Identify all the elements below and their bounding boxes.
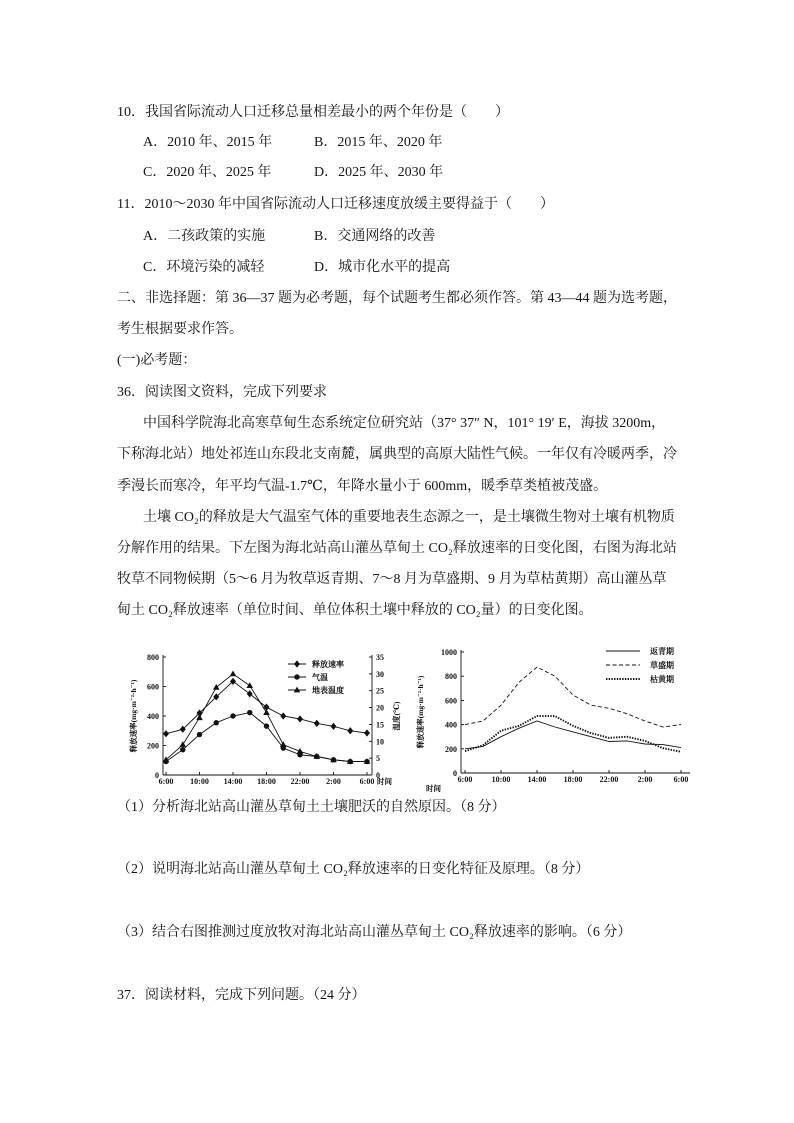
y-tick-label: 200 (445, 744, 457, 754)
series-3-triangle-point (280, 741, 287, 747)
y-tick-label: 0 (155, 771, 159, 780)
series-1-diamond-point (364, 729, 370, 736)
question-11-option-c: C．环境污染的减轻 (143, 260, 265, 275)
material-paragraph-1-line: 季漫长而寒冷，年平均气温-1.7℃，年降水量小于 600mm，暖季草类植被茂盛。 (117, 479, 608, 494)
series-3-triangle-point (213, 684, 220, 690)
y-tick-label: 600 (147, 682, 159, 692)
question-10-option-d: D．2025 年、2030 年 (314, 165, 444, 180)
y-tick-label: 400 (445, 720, 457, 730)
question-10-option-c: C．2020 年、2025 年 (143, 165, 272, 180)
x-tick-label: 22:00 (599, 775, 619, 784)
legend-1-diamond-marker (294, 660, 300, 667)
material-paragraph-2-line: 牧草不同物候期（5～6 月为牧草返青期、7～8 月为草盛期、9 月为草枯黄期）高山灌丛草 (117, 572, 667, 587)
x-tick-label: 14:00 (223, 777, 243, 786)
legend-3-label: 地表温度 (312, 686, 344, 695)
series-1-diamond-point (280, 712, 286, 719)
material-paragraph-1-line: 下称海北站）地处祁连山东段北支南麓，属典型的高原大陆性气候。一年仅有冷暖两季，冷 (117, 447, 677, 462)
series-2-line (465, 667, 681, 727)
series-3-triangle-point (179, 741, 186, 747)
material-paragraph-2-line: 土壤 CO₂的释放是大气温室气体的重要地表生态源之一，是土壤微生物对土壤有机物质 (143, 510, 675, 525)
series-3-triangle-point (263, 709, 270, 715)
legend-1-label: 释放速率 (312, 660, 344, 669)
series-1-diamond-point (163, 730, 169, 737)
y2-axis-title: 温度(℃) (392, 701, 401, 731)
y2-tick-label: 25 (376, 686, 384, 696)
legend-1-label: 返青期 (650, 647, 674, 656)
x-tick-label: 18:00 (257, 777, 276, 786)
x-tick-label: 14:00 (527, 775, 547, 784)
y-tick-label: 0 (453, 769, 457, 778)
question-10-stem: 10．我国省际流动人口迁移总量相差最小的两个年份是（ ） (117, 105, 509, 120)
section-2-instruction-line: 二、非选择题：第 36—37 题为必考题，每个试题考生都必须作答。第 43—44 题为选考题， (117, 291, 677, 306)
y2-tick-label: 20 (376, 703, 384, 713)
y2-tick-label: 0 (376, 771, 380, 780)
y2-tick-label: 10 (376, 737, 384, 747)
y2-tick-label: 5 (376, 754, 380, 764)
series-2-circle-point (264, 723, 269, 728)
question-37-stem: 37．阅读材料，完成下列问题。（24 分） (117, 988, 366, 1003)
legend-2-circle-marker (294, 674, 299, 679)
legend-2-label: 气温 (312, 673, 328, 682)
series-2-circle-point (180, 747, 185, 752)
question-36-stem: 36．阅读图文资料，完成下列要求 (117, 385, 327, 400)
y-axis-title: 释放速率(mg·m⁻²·h⁻¹) (416, 675, 425, 749)
series-3-triangle-point (230, 670, 237, 676)
y-axis-title: 释放速率(mg·m⁻²·h⁻¹) (129, 679, 138, 753)
y-tick-label: 800 (445, 672, 457, 682)
material-paragraph-2-line: 甸土 CO₂释放速率（单位时间、单位体积土壤中释放的 CO₂量）的日变化图。 (117, 603, 593, 618)
co2-release-daily-variation-chart (120, 645, 410, 795)
series-1-diamond-point (247, 690, 253, 697)
x-tick-label: 2:00 (326, 777, 341, 786)
y-tick-label: 600 (445, 696, 457, 706)
series-3-triangle-point (246, 682, 253, 688)
material-paragraph-1-line: 中国科学院海北高寒草甸生态系统定位研究站（37° 37″ N，101° 19′ E，海拔 3200m， (143, 416, 666, 431)
question-36-part-3: （3）结合右图推测过度放牧对海北站高山灌丛草甸土 CO₂释放速率的影响。（6 分） (117, 925, 632, 940)
question-11-option-b: B．交通网络的改善 (314, 229, 436, 244)
series-1-diamond-point (297, 715, 303, 722)
series-1-diamond-point (331, 723, 337, 730)
required-questions-heading: (一)必考题： (117, 353, 197, 368)
y2-tick-label: 15 (376, 720, 384, 730)
y2-tick-label: 30 (376, 669, 384, 679)
question-11-option-d: D．城市化水平的提高 (314, 260, 451, 275)
legend-3-label: 枯黄期 (650, 675, 674, 684)
phenology-co2-release-chart (410, 645, 700, 795)
x-tick-label: 10:00 (190, 777, 209, 786)
question-10-option-b: B．2015 年、2020 年 (314, 135, 443, 150)
x-tick-label: 18:00 (563, 775, 583, 784)
series-2-circle-point (197, 732, 202, 737)
y-tick-label: 1000 (441, 648, 457, 657)
series-2-circle-point (230, 713, 235, 718)
question-11-option-a: A．二孩政策的实施 (143, 229, 266, 244)
series-2-circle-point (247, 710, 252, 715)
series-2-line (166, 713, 367, 762)
y-tick-label: 200 (147, 741, 159, 751)
question-11-stem: 11．2010～2030 年中国省际流动人口迁移速度放缓主要得益于（ ） (117, 197, 554, 212)
series-2-circle-point (214, 720, 219, 725)
x-tick-label: 6:00 (457, 775, 473, 784)
section-2-instruction-line: 考生根据要求作答。 (117, 322, 243, 337)
y-tick-label: 400 (147, 712, 159, 721)
question-10-option-a: A．2010 年、2015 年 (143, 135, 273, 150)
x-axis-title: 时间 (377, 777, 392, 786)
series-1-diamond-point (347, 727, 353, 734)
x-tick-label: 6:00 (673, 775, 689, 784)
legend-3-triangle-marker (294, 687, 301, 693)
x-tick-label: 2:00 (637, 775, 653, 784)
x-tick-label: 22:00 (290, 777, 310, 786)
x-axis-title: 时间 (426, 784, 441, 793)
series-3-line (465, 716, 681, 752)
x-tick-label: 10:00 (491, 775, 511, 784)
material-paragraph-2-line: 分解作用的结果。下左图为海北站高山灌丛草甸土 CO₂释放速率的日变化图，右图为海北站 (117, 541, 677, 556)
x-tick-label: 6:00 (359, 777, 375, 786)
y-tick-label: 800 (147, 653, 159, 662)
x-tick-label: 6:00 (158, 777, 174, 786)
question-36-part-1: （1）分析海北站高山灌丛草甸土土壤肥沃的自然原因。（8 分） (117, 800, 506, 815)
y2-tick-label: 35 (376, 653, 384, 662)
question-36-part-2: （2）说明海北站高山灌丛草甸土 CO₂释放速率的日变化特征及原理。（8 分） (117, 862, 590, 877)
legend-2-label: 草盛期 (650, 661, 674, 670)
series-1-diamond-point (314, 720, 320, 727)
